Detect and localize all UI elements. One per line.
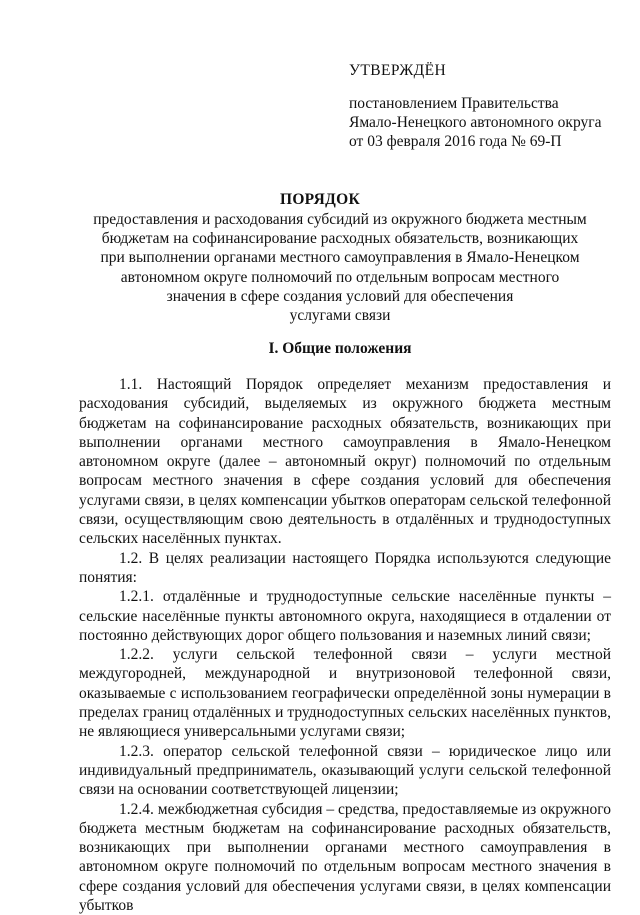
approval-line: Ямало-Ненецкого автономного округа bbox=[349, 114, 602, 131]
paragraph-1-2: 1.2. В целях реализации настоящего Порядка используются следующие понятия: bbox=[79, 549, 611, 586]
subtitle-line: при выполнении органами местного самоуправления в Ямало-Ненецком bbox=[100, 249, 580, 267]
approval-line: от 03 февраля 2016 года № 69-П bbox=[349, 133, 562, 150]
subtitle-line: услугами связи bbox=[289, 307, 391, 325]
paragraph-1-1: 1.1. Настоящий Порядок определяет механизм предоставления и расходования субсидий, выделяемых из окружного бюджета местным бюджетам на софинансирование расходных обязательств, возникающих при выполнении органами местного самоуправления в Ямало-Ненецком автономном округе (далее – автономный округ) полномочий по отдельным вопросам местного значения в сфере создания условий для обеспечения услугами связи, в целях компенсации убытков операторам сельской телефонной связи, осуществляющим свою деятельность в отдалённых и труднодоступных сельских населённых пунктах. bbox=[79, 376, 611, 548]
paragraph-1-2-3: 1.2.3. оператор сельской телефонной связи – юридическое лицо или индивидуальный предприниматель, оказывающий услуги сельской телефонной связи на основании соответствующей лицензии; bbox=[79, 742, 611, 799]
subtitle-line: автономном округе полномочий по отдельным вопросам местного bbox=[120, 268, 560, 286]
subtitle-line: значения в сфере создания условий для обеспечения bbox=[166, 287, 514, 305]
subtitle-line: предоставления и расходования субсидий из окружного бюджета местным bbox=[93, 211, 587, 228]
paragraph-1-2-4: 1.2.4. межбюджетная субсидия – средства, предоставляемые из окружного бюджета местным бюджетам на софинансирование расходных обязательств, возникающих при выполнении органами местного самоуправления в автономном округе полномочий по отдельным вопросам местного значения в сфере создания условий для обеспечения услугами связи, в целях компенсации убытков bbox=[79, 800, 611, 915]
subtitle-line: бюджетам на софинансирование расходных обязательств, возникающих bbox=[101, 230, 579, 248]
document-title: ПОРЯДОК bbox=[279, 191, 361, 208]
section-heading: I. Общие положения bbox=[268, 340, 412, 357]
approval-block bbox=[349, 62, 609, 151]
approval-heading: УТВЕРЖДЁН bbox=[349, 62, 447, 79]
approval-line: постановлением Правительства bbox=[349, 95, 559, 112]
document-subtitle bbox=[80, 210, 600, 325]
paragraph-1-2-1: 1.2.1. отдалённые и труднодоступные сельские населённые пункты – сельские населённые пункты автономного округа, находящиеся в отдалении от постоянно действующих дорог общего пользования и наземных линий связи; bbox=[79, 588, 611, 644]
paragraph-1-2-2: 1.2.2. услуги сельской телефонной связи – услуги местной междугородней, международной и внутризоновой телефонной связи, оказываемые с использованием географически определённой зоны нумерации в пределах границ отдалённых и труднодоступных сельских населённых пунктов, не являющиеся универсальными услугами связи; bbox=[79, 646, 611, 741]
section-body bbox=[79, 375, 611, 915]
